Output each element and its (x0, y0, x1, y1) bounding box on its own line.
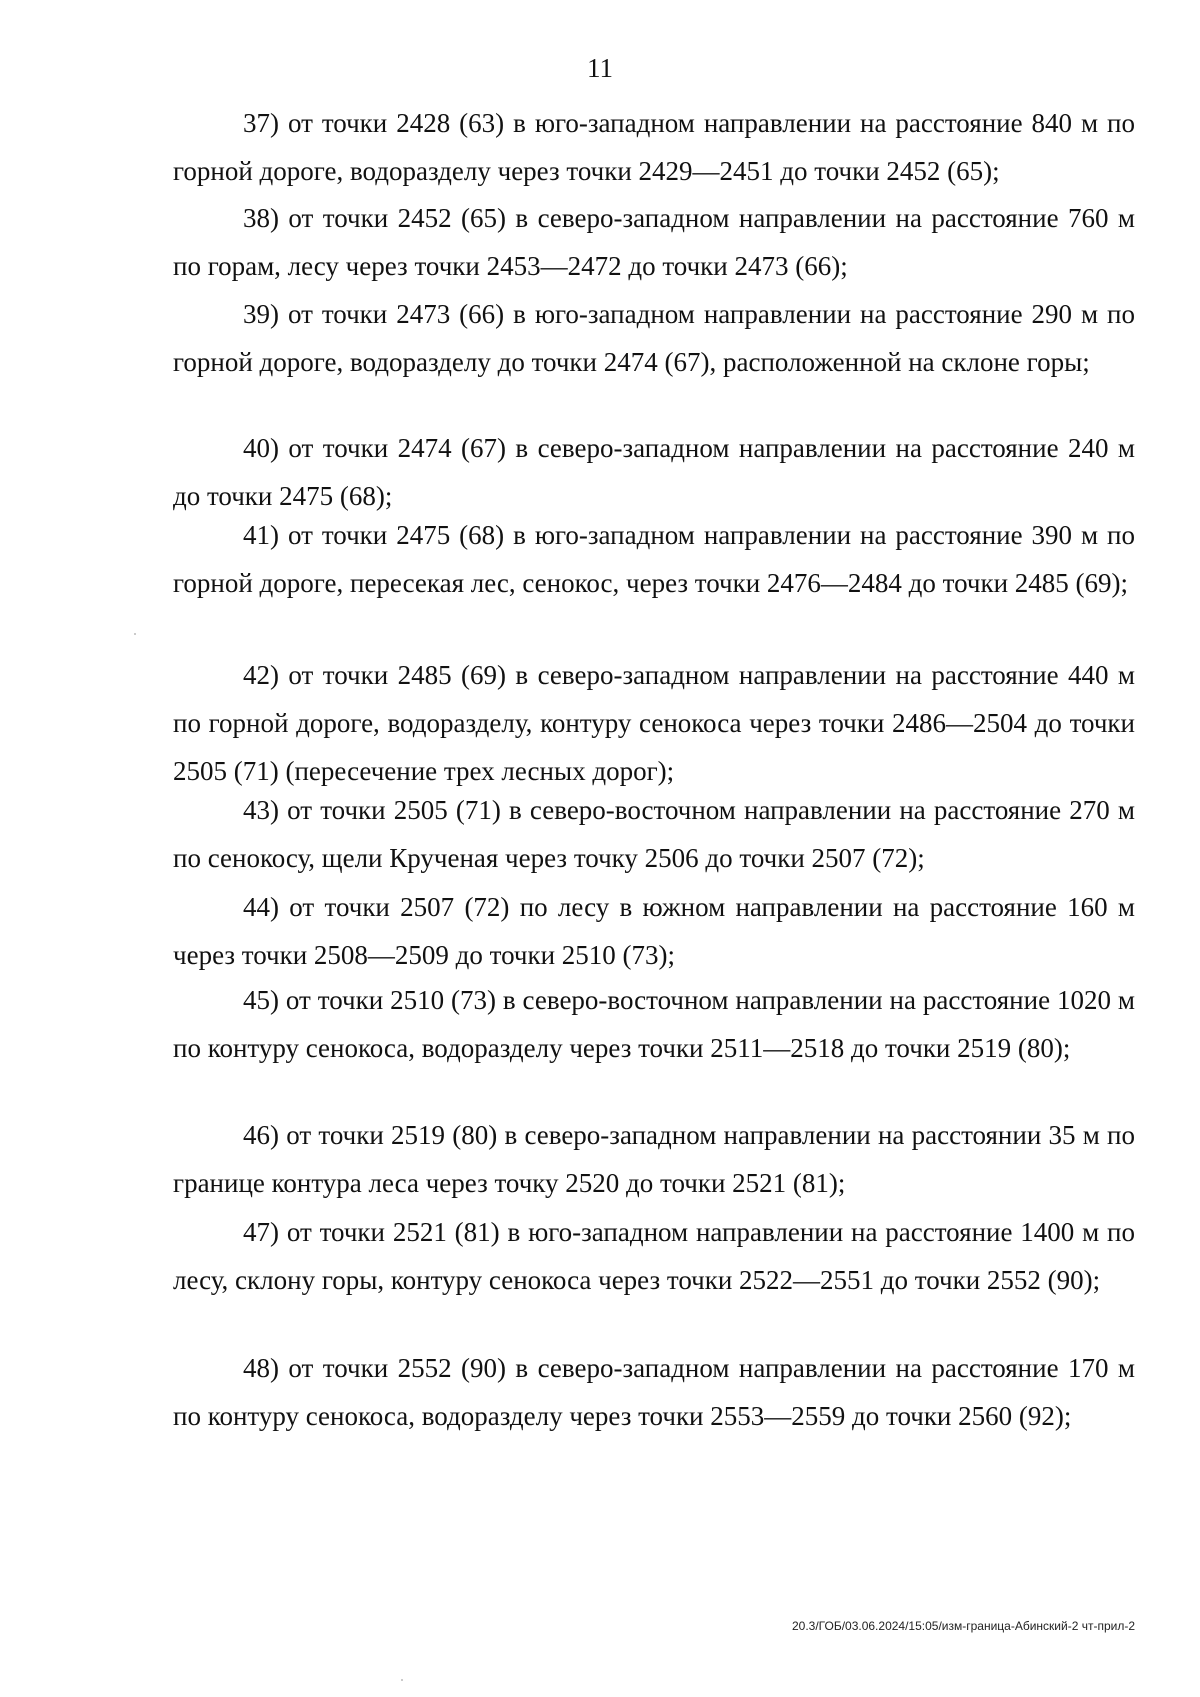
paragraph-37: 37) от точки 2428 (63) в юго-западном направлении на расстояние 840 м по горной дороге, водоразделу через точки 2429—2451 до точки 2452 (65); (173, 108, 1135, 186)
page-number: 11 (587, 53, 613, 83)
paragraph-41: 41) от точки 2475 (68) в юго-западном направлении на расстояние 390 м по горной дороге, пересекая лес, сенокос, через точки 2476—2484 до точки 2485 (69); (173, 520, 1135, 598)
scan-speck (401, 1679, 403, 1681)
paragraph-48: 48) от точки 2552 (90) в северо-западном направлении на расстояние 170 м по контуру сенокоса, водоразделу через точки 2553—2559 до точки 2560 (92); (173, 1353, 1135, 1431)
paragraph-46: 46) от точки 2519 (80) в северо-западном направлении на расстоянии 35 м по границе контура леса через точку 2520 до точки 2521 (81); (173, 1120, 1135, 1198)
paragraph-45: 45) от точки 2510 (73) в северо-восточном направлении на расстояние 1020 м по контуру сенокоса, водоразделу через точки 2511—2518 до точки 2519 (80); (173, 985, 1135, 1063)
paragraph-42: 42) от точки 2485 (69) в северо-западном направлении на расстояние 440 м по горной дороге, водоразделу, контуру сенокоса через точки 2486—2504 до точки 2505 (71) (пересечение трех лесных дорог); (173, 660, 1135, 786)
paragraph-38: 38) от точки 2452 (65) в северо-западном направлении на расстояние 760 м по горам, лесу через точки 2453—2472 до точки 2473 (66); (173, 203, 1135, 281)
paragraph-43: 43) от точки 2505 (71) в северо-восточном направлении на расстояние 270 м по сенокосу, щели Крученая через точку 2506 до точки 2507 (72); (173, 795, 1135, 873)
paragraph-44: 44) от точки 2507 (72) по лесу в южном направлении на расстояние 160 м через точки 2508—2509 до точки 2510 (73); (173, 892, 1135, 970)
paragraph-47: 47) от точки 2521 (81) в юго-западном направлении на расстояние 1400 м по лесу, склону горы, контуру сенокоса через точки 2522—2551 до точки 2552 (90); (173, 1217, 1135, 1295)
document-footer: 20.3/ГОБ/03.06.2024/15:05/изм-граница-Абинский-2 чт-прил-2 (791, 1619, 1135, 1633)
scan-speck (134, 633, 136, 635)
paragraph-39: 39) от точки 2473 (66) в юго-западном направлении на расстояние 290 м по горной дороге, водоразделу до точки 2474 (67), расположенной на склоне горы; (173, 299, 1135, 377)
paragraph-40: 40) от точки 2474 (67) в северо-западном направлении на расстояние 240 м до точки 2475 (68); (173, 433, 1135, 511)
